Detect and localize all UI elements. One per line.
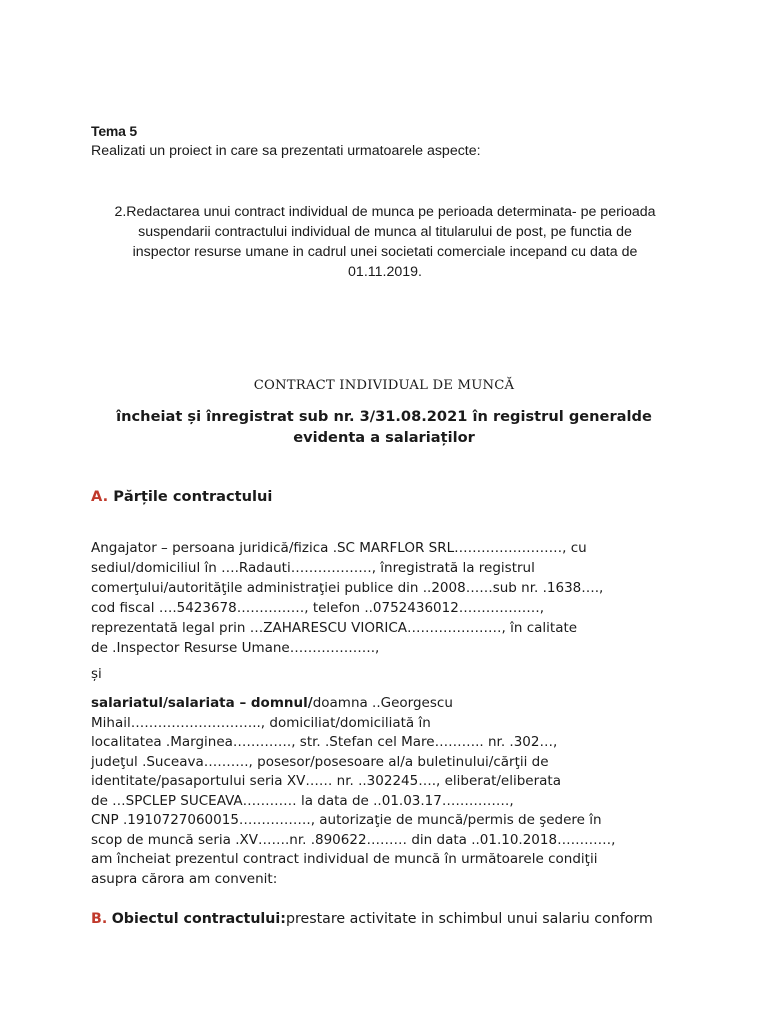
section-b-line <box>91 911 653 927</box>
salariat-label: salariatul/salariata – domnul/ <box>91 695 313 711</box>
angajator-line: Angajator – persoana juridică/fizica .SC MARFLOR SRL……………………, cu <box>91 540 587 556</box>
task-line: 01.11.2019. <box>348 264 422 280</box>
task-line: suspendarii contractului individual de munca al titularului de post, pe functia de <box>138 224 632 240</box>
angajator-line: de .Inspector Resurse Umane………………., <box>91 640 380 656</box>
section-b-title: Obiectul contractului: <box>111 911 286 927</box>
angajator-paragraph <box>91 538 691 658</box>
salariat-line: CNP .1910727060015……………., autorizaţie de muncă/permis de şedere în <box>91 812 602 828</box>
salariat-paragraph <box>91 694 711 889</box>
tema-heading: Tema 5 <box>91 123 138 139</box>
salariat-line: localitatea .Marginea…………., str. .Stefan cel Mare……….. nr. .302…, <box>91 734 558 750</box>
subtitle-line: încheiat și înregistrat sub nr. 3/31.08.2021 în registrul generalde <box>116 408 652 425</box>
angajator-line: reprezentată legal prin …ZAHARESCU VIORICA…………………, în calitate <box>91 620 578 636</box>
salariat-line: am încheiat prezentul contract individual de muncă în următoarele condiţii <box>91 851 598 867</box>
angajator-line: sediul/domiciliul în ….Radauti………………, înregistrată la registrul <box>91 560 535 576</box>
section-b-text: prestare activitate in schimbul unui salariu conform <box>285 911 653 927</box>
salariat-name-start: doamna ..Georgescu <box>312 695 453 711</box>
conjunction-si: și <box>91 666 102 682</box>
salariat-line: de …SPCLEP SUCEAVA………… la data de ..01.03.17……………, <box>91 792 514 809</box>
tema-intro: Realizati un proiect in care sa prezentati urmatoarele aspecte: <box>91 143 481 159</box>
contract-title: CONTRACT INDIVIDUAL DE MUNCĂ <box>253 378 515 393</box>
salariat-line: asupra cărora am convenit: <box>91 870 278 887</box>
angajator-line: comerţului/autorităţile administraţiei publice din ..2008……sub nr. .1638…., <box>91 580 604 596</box>
salariat-line-first <box>91 694 711 714</box>
salariat-line: judeţul .Suceava………., posesor/posesoare al/a buletinului/cărţii de <box>91 753 549 770</box>
task-line: inspector resurse umane in cadrul unei societati comerciale incepand cu data de <box>132 244 638 260</box>
task-description <box>90 202 680 282</box>
salariat-line: identitate/pasaportului seria XV…… nr. ..302245…., eliberat/eliberata <box>91 773 562 789</box>
salariat-line: scop de muncă seria .XV…….nr. .890622……… din data ..01.10.2018…………, <box>91 831 616 848</box>
subtitle-line: evidenta a salariaților <box>293 429 475 446</box>
angajator-line: cod fiscal ….5423678……………, telefon ..0752436012………………, <box>91 600 545 616</box>
section-a-heading <box>91 488 272 505</box>
task-line: 2.Redactarea unui contract individual de munca pe perioada determinata- pe perioada <box>114 204 656 220</box>
salariat-line: Mihail……………………….., domiciliat/domiciliată în <box>91 714 431 731</box>
section-a-title: Părțile contractului <box>113 488 273 505</box>
section-b-letter: B. <box>91 911 108 927</box>
section-a-letter: A. <box>91 488 109 505</box>
contract-subtitle <box>0 406 768 448</box>
